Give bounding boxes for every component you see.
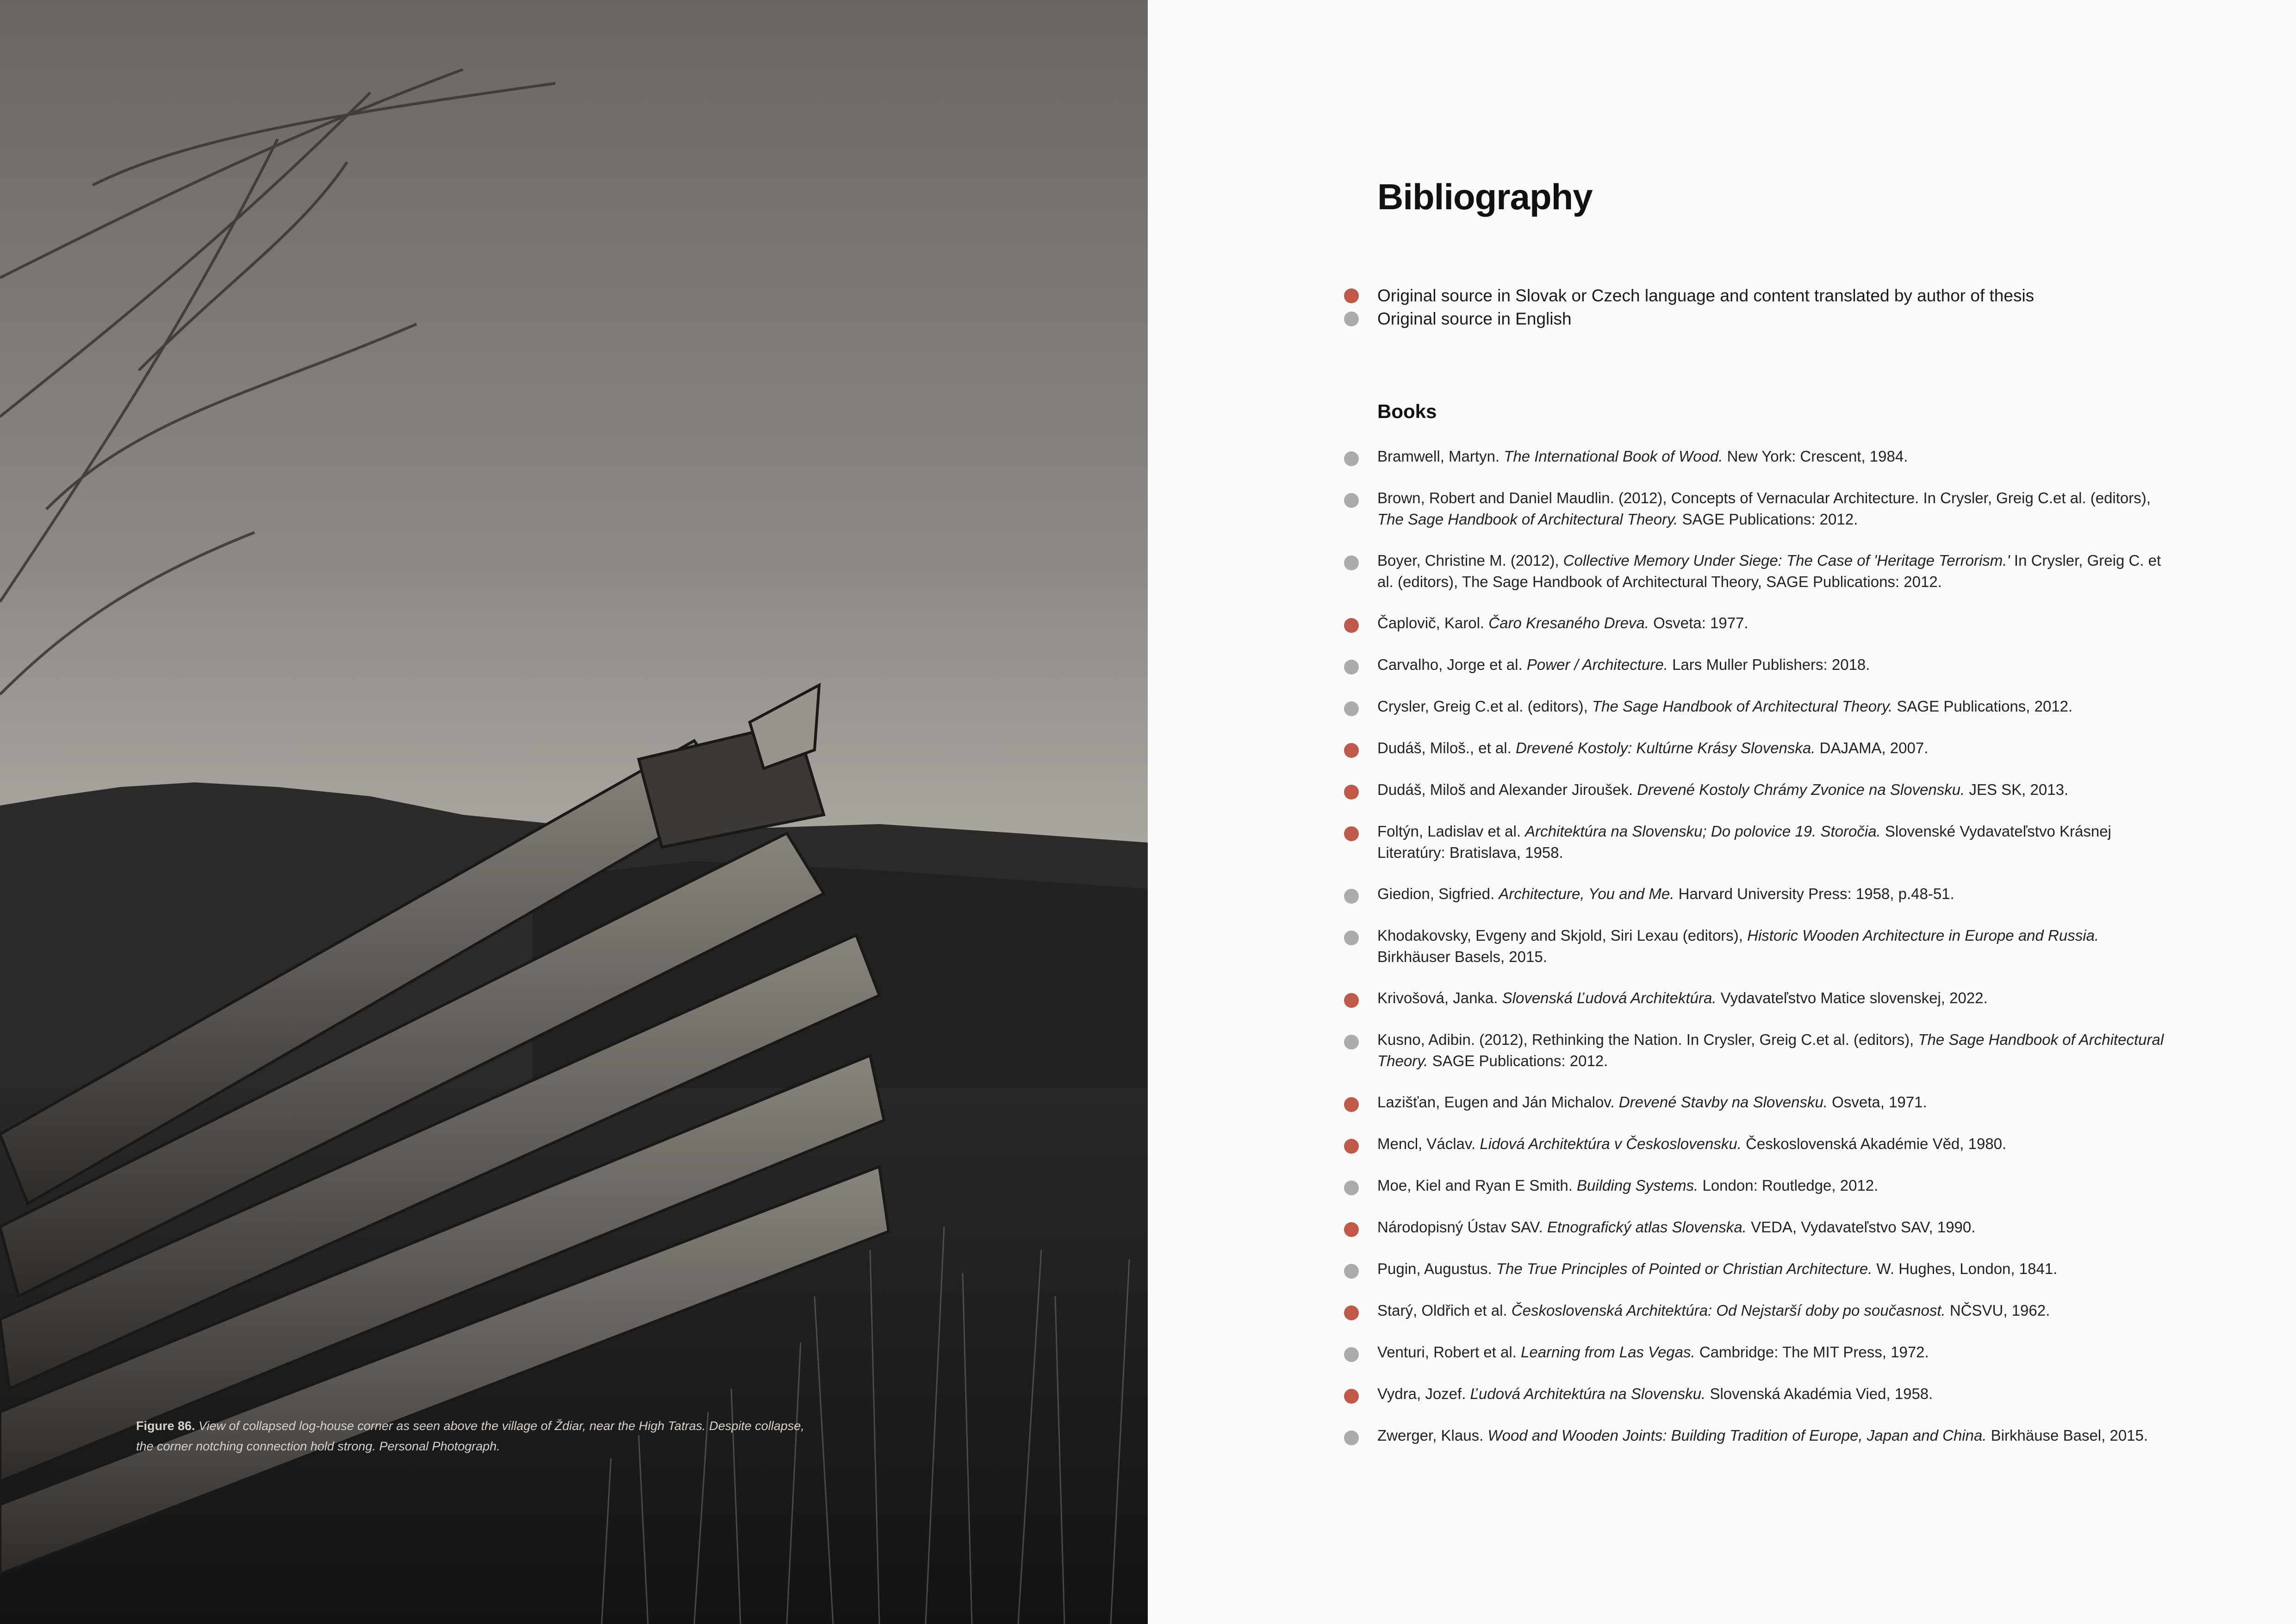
source-language-dot-icon [1344,1181,1359,1195]
source-language-dot-icon [1344,993,1359,1008]
reference-segment: New York: Crescent, 1984. [1723,448,1908,465]
reference-text [1377,1029,2173,1072]
reference-text [1377,1217,2173,1238]
reference-segment: Osveta: 1977. [1649,614,1748,631]
reference-text [1377,446,2173,467]
source-language-dot-icon [1344,785,1359,800]
reference-segment: Národopisný Ústav SAV. [1377,1218,1547,1236]
legend-label: Original source in Slovak or Czech language and content translated by author of thesis [1377,286,2035,305]
figure-caption-text: View of collapsed log-house corner as seen above the village of Ždiar, near the High Tatras. Despite collapse, the corner notching connection hold strong. Personal Photograph. [136,1419,804,1453]
reference-segment: Slovenská Akadémia Vied, 1958. [1705,1385,1933,1402]
reference-text [1377,737,2173,759]
source-language-dot-icon [1344,826,1359,841]
reference-segment: Mencl, Václav. [1377,1135,1480,1152]
source-language-dot-icon [1344,618,1359,633]
figure-label: Figure 86. [136,1419,195,1433]
reference-title: Architecture, You and Me. [1499,885,1674,902]
reference-segment: Boyer, Christine M. (2012), [1377,552,1563,569]
source-language-dot-icon [1344,1139,1359,1154]
reference-segment: Moe, Kiel and Ryan E Smith. [1377,1177,1577,1194]
reference-title: Lidová Architektúra v Československu. [1480,1135,1742,1152]
reference-segment: Giedion, Sigfried. [1377,885,1499,902]
reference-segment: SAGE Publications, 2012. [1892,698,2073,715]
reference-segment: Československá Akadémie Věd, 1980. [1741,1135,2007,1152]
source-language-dot-icon [1344,493,1359,508]
reference-segment: Dudáš, Miloš and Alexander Jiroušek. [1377,781,1637,798]
reference-segment: Lazišťan, Eugen and Ján Michalov. [1377,1093,1619,1111]
reference-text [1377,821,2173,863]
source-language-dot-icon [1344,1305,1359,1320]
legend-dot-icon [1344,312,1359,326]
source-language-dot-icon [1344,743,1359,758]
reference-text [1377,1133,2173,1155]
reference-segment: Starý, Oldřich et al. [1377,1302,1512,1319]
reference-segment: Bramwell, Martyn. [1377,448,1504,465]
reference-segment: Slovenské Vydavateľstvo Krásnej Literatúry: Bratislava, 1958. [1377,823,2111,861]
reference-text [1377,654,2173,675]
reference-title: The Sage Handbook of Architectural Theory. [1377,511,1678,528]
reference-text [1377,612,2173,634]
legend-dot-icon [1344,288,1359,303]
reference-title: Etnografický atlas Slovenska. [1547,1218,1747,1236]
source-language-dot-icon [1344,889,1359,904]
reference-segment: Vydra, Jozef. [1377,1385,1470,1402]
reference-segment: Cambridge: The MIT Press, 1972. [1695,1343,1929,1361]
source-language-dot-icon [1344,701,1359,716]
reference-segment: London: Routledge, 2012. [1698,1177,1879,1194]
source-language-dot-icon [1344,451,1359,466]
page-title: Bibliography [1377,176,1593,217]
books-section-heading: Books [1377,400,1437,422]
reference-segment: SAGE Publications: 2012. [1678,511,1858,528]
reference-segment: NČSVU, 1962. [1945,1302,2050,1319]
reference-title: Československá Architektúra: Od Nejstarší doby po současnost. [1511,1302,1946,1319]
reference-text [1377,779,2173,800]
reference-title: Building Systems. [1577,1177,1699,1194]
reference-segment: DAJAMA, 2007. [1815,739,1929,756]
source-language-dot-icon [1344,1222,1359,1237]
reference-segment: Carvalho, Jorge et al. [1377,656,1527,673]
figure-caption [136,1416,812,1456]
reference-text [1377,1300,2173,1321]
reference-text [1377,1092,2173,1113]
reference-segment: Krivošová, Janka. [1377,989,1502,1006]
reference-segment: Kusno, Adibin. (2012), Rethinking the Nation. In Crysler, Greig C.et al. (editors), [1377,1031,1918,1048]
reference-text [1377,550,2173,593]
reference-title: Drevené Kostoly Chrámy Zvonice na Slovensku. [1637,781,1965,798]
reference-title: The International Book of Wood. [1504,448,1723,465]
legend-label: Original source in English [1377,309,1572,328]
source-language-dot-icon [1344,660,1359,675]
reference-title: Historic Wooden Architecture in Europe and Russia. [1747,927,2099,944]
reference-segment: SAGE Publications: 2012. [1428,1052,1608,1069]
reference-segment: Harvard University Press: 1958, p.48-51. [1674,885,1954,902]
reference-title: Drevené Stavby na Slovensku. [1618,1093,1828,1111]
reference-text [1377,1175,2173,1196]
reference-title: Power / Architecture. [1526,656,1668,673]
reference-text [1377,1342,2173,1363]
source-language-dot-icon [1344,931,1359,945]
reference-segment: In Crysler, Greig C. et al. (editors), The Sage Handbook of Architectural Theory, SAGE Publications: 2012. [1377,552,2161,590]
reference-text [1377,1258,2173,1280]
reference-segment: VEDA, Vydavateľstvo SAV, 1990. [1746,1218,1976,1236]
source-language-dot-icon [1344,1389,1359,1404]
reference-title: Collective Memory Under Siege: The Case of 'Heritage Terrorism.' [1563,552,2010,569]
bibliography-page [1148,0,2296,1624]
reference-segment: Osveta, 1971. [1828,1093,1927,1111]
reference-title: Čaro Kresaného Dreva. [1488,614,1649,631]
reference-segment: Crysler, Greig C.et al. (editors), [1377,698,1592,715]
reference-segment: Venturi, Robert et al. [1377,1343,1521,1361]
reference-title: The True Principles of Pointed or Christian Architecture. [1496,1260,1873,1277]
reference-title: Wood and Wooden Joints: Building Tradition of Europe, Japan and China. [1487,1427,1987,1444]
reference-text [1377,925,2173,968]
reference-text [1377,987,2173,1009]
reference-segment: Pugin, Augustus. [1377,1260,1496,1277]
reference-segment: Birkhäuse Basel, 2015. [1986,1427,2148,1444]
reference-segment: JES SK, 2013. [1965,781,2069,798]
reference-segment: Čaplovič, Karol. [1377,614,1489,631]
reference-text [1377,1425,2173,1446]
reference-segment: Lars Muller Publishers: 2018. [1668,656,1870,673]
reference-title: Architektúra na Slovensku; Do polovice 19. Storočia. [1525,823,1881,840]
reference-text [1377,883,2173,905]
reference-segment: Dudáš, Miloš., et al. [1377,739,1516,756]
reference-segment: W. Hughes, London, 1841. [1872,1260,2058,1277]
reference-title: The Sage Handbook of Architectural Theory. [1592,698,1893,715]
reference-title: Learning from Las Vegas. [1521,1343,1695,1361]
reference-segment: Foltýn, Ladislav et al. [1377,823,1525,840]
reference-title: The Sage Handbook of Architectural Theory. [1377,1031,2164,1069]
reference-title: Slovenská Ľudová Architektúra. [1502,989,1717,1006]
source-language-dot-icon [1344,556,1359,570]
source-language-dot-icon [1344,1264,1359,1279]
source-language-dot-icon [1344,1097,1359,1112]
source-language-dot-icon [1344,1035,1359,1049]
reference-segment: Zwerger, Klaus. [1377,1427,1488,1444]
reference-segment: Vydavateľstvo Matice slovenskej, 2022. [1716,989,1988,1006]
reference-segment: Birkhäuser Basels, 2015. [1377,948,1547,965]
reference-segment: Brown, Robert and Daniel Maudlin. (2012), Concepts of Vernacular Architecture. In Crysler, Greig C.et al. (editors), [1377,489,2151,506]
reference-text [1377,1383,2173,1405]
reference-title: Ľudová Architektúra na Slovensku. [1470,1385,1706,1402]
source-language-dot-icon [1344,1347,1359,1362]
reference-text [1377,696,2173,717]
reference-segment: Khodakovsky, Evgeny and Skjold, Siri Lexau (editors), [1377,927,1748,944]
reference-text [1377,487,2173,530]
source-language-dot-icon [1344,1430,1359,1445]
reference-title: Drevené Kostoly: Kultúrne Krásy Slovenska. [1515,739,1816,756]
